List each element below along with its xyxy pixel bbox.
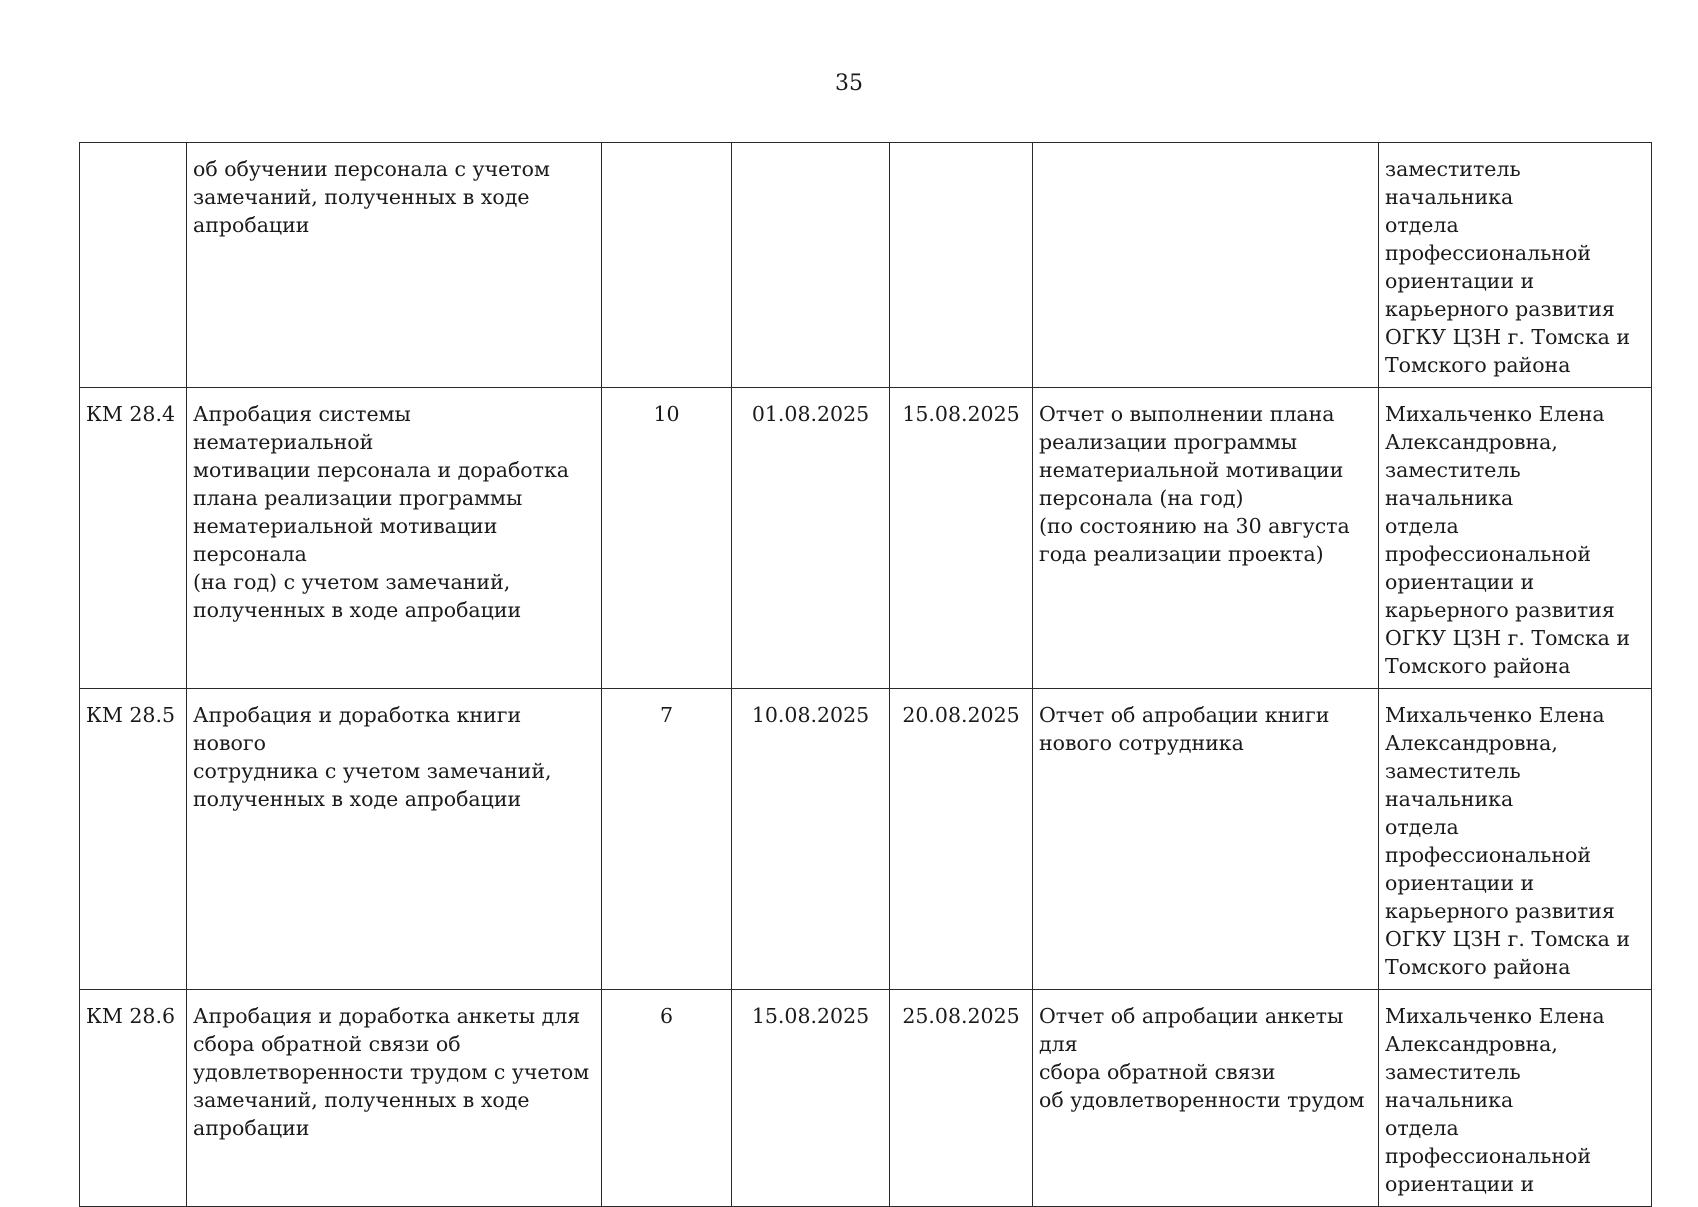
page-number: 35 xyxy=(835,71,863,96)
start-date: 01.08.2025 xyxy=(732,388,890,689)
control-point-code: КМ 28.5 xyxy=(80,689,187,990)
plan-table xyxy=(79,142,1652,1207)
duration-days: 10 xyxy=(602,388,732,689)
table-row xyxy=(80,689,1652,990)
start-date: 15.08.2025 xyxy=(732,990,890,1207)
control-point-code xyxy=(80,143,187,388)
duration-days: 7 xyxy=(602,689,732,990)
result-description: Отчет об апробации анкеты для сбора обратной связи об удовлетворенности трудом xyxy=(1033,990,1379,1207)
end-date: 20.08.2025 xyxy=(890,689,1033,990)
responsible-person: Михальченко Елена Александровна, заместитель начальника отдела профессиональной ориентации и xyxy=(1379,990,1652,1207)
start-date xyxy=(732,143,890,388)
result-description: Отчет об апробации книги нового сотрудника xyxy=(1033,689,1379,990)
task-name: об обучении персонала с учетом замечаний, полученных в ходе апробации xyxy=(187,143,602,388)
end-date: 15.08.2025 xyxy=(890,388,1033,689)
duration-days: 6 xyxy=(602,990,732,1207)
result-description: Отчет о выполнении плана реализации программы нематериальной мотивации персонала (на год) (по состоянию на 30 августа года реализации проекта) xyxy=(1033,388,1379,689)
control-point-code: КМ 28.6 xyxy=(80,990,187,1207)
responsible-person: Михальченко Елена Александровна, заместитель начальника отдела профессиональной ориентации и карьерного развития ОГКУ ЦЗН г. Томска и Томского района xyxy=(1379,388,1652,689)
duration-days xyxy=(602,143,732,388)
task-name: Апробация и доработка книги нового сотрудника с учетом замечаний, полученных в ходе апробации xyxy=(187,689,602,990)
table-row xyxy=(80,143,1652,388)
end-date: 25.08.2025 xyxy=(890,990,1033,1207)
task-name: Апробация системы нематериальной мотивации персонала и доработка плана реализации программы нематериальной мотивации персонала (на год) с учетом замечаний, полученных в ходе апробации xyxy=(187,388,602,689)
responsible-person: заместитель начальника отдела профессиональной ориентации и карьерного развития ОГКУ ЦЗН г. Томска и Томского района xyxy=(1379,143,1652,388)
table-row xyxy=(80,388,1652,689)
table-row xyxy=(80,990,1652,1207)
start-date: 10.08.2025 xyxy=(732,689,890,990)
end-date xyxy=(890,143,1033,388)
control-point-code: КМ 28.4 xyxy=(80,388,187,689)
task-name: Апробация и доработка анкеты для сбора обратной связи об удовлетворенности трудом с учетом замечаний, полученных в ходе апробации xyxy=(187,990,602,1207)
result-description xyxy=(1033,143,1379,388)
responsible-person: Михальченко Елена Александровна, заместитель начальника отдела профессиональной ориентации и карьерного развития ОГКУ ЦЗН г. Томска и Томского района xyxy=(1379,689,1652,990)
